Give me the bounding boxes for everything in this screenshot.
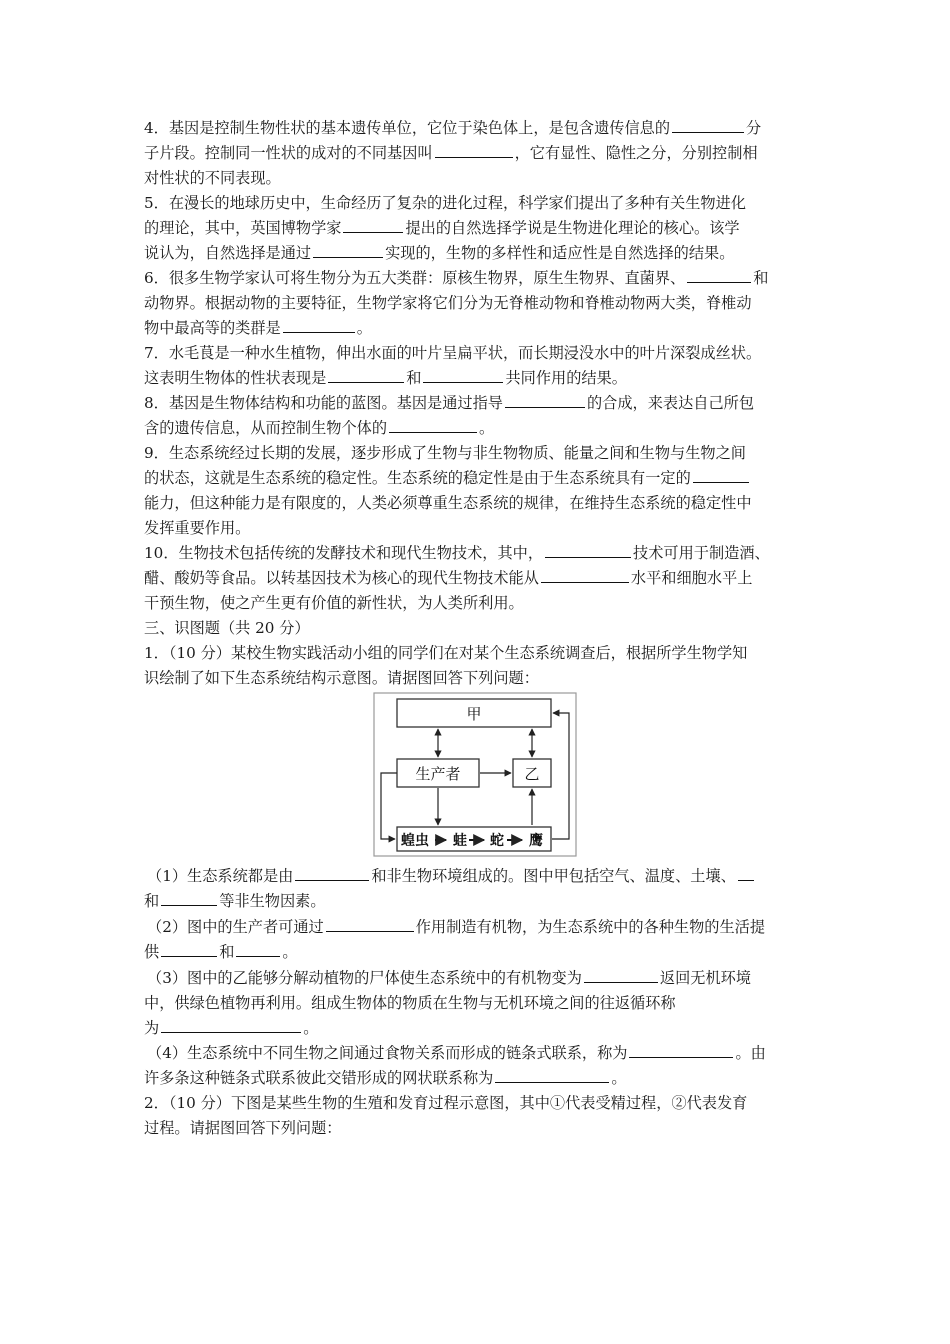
q6-line-1: 6．很多生物学家认可将生物分为五大类群：原核生物界，原生生物界、直菌界、 和 bbox=[144, 269, 769, 287]
q4-line-2: 子片段。控制同一性状的成对的不同基因叫 ，它有显性、隐性之分，分别控制相 bbox=[144, 144, 758, 162]
s3-q1-4-line-2: 许多条这种链条式联系彼此交错形成的网状联系称为 。 bbox=[144, 1069, 627, 1087]
answer-blank[interactable] bbox=[326, 917, 414, 932]
s3-q1-4-line-1: （4）生态系统中不同生物之间通过食物关系而形成的链条式联系，称为 。由 bbox=[147, 1044, 766, 1062]
q6-line-3: 物中最高等的类群是 。 bbox=[144, 319, 372, 337]
s3-q2-line-1: 2．（10 分）下图是某些生物的生殖和发育过程示意图，其中①代表受精过程，②代表发育 bbox=[144, 1094, 748, 1112]
q10-line-3: 干预生物，使之产生更有价值的新性状，为人类所利用。 bbox=[144, 594, 524, 612]
ecosystem-structure-diagram bbox=[373, 692, 577, 857]
q9-line-3: 能力，但这种能力是有限度的，人类必须尊重生态系统的规律，在维持生态系统的稳定性中 bbox=[144, 494, 752, 512]
q8-line-2: 含的遗传信息，从而控制生物个体的 。 bbox=[144, 419, 495, 437]
q10-line-1: 10．生物技术包括传统的发酵技术和现代生物技术，其中， 技术可用于制造酒、 bbox=[144, 544, 770, 562]
chain-frog: 蛙 bbox=[453, 833, 467, 849]
answer-blank[interactable] bbox=[161, 891, 217, 906]
s3-q1-3-line-3: 为 。 bbox=[144, 1019, 319, 1037]
answer-blank[interactable] bbox=[545, 543, 631, 558]
s3-q1-line-2: 识绘制了如下生态系统结构示意图。请据图回答下列问题： bbox=[144, 669, 539, 687]
answer-blank[interactable] bbox=[687, 268, 751, 283]
q9-line-4: 发挥重要作用。 bbox=[144, 519, 251, 537]
answer-blank[interactable] bbox=[161, 1018, 301, 1033]
chain-snake: 蛇 bbox=[490, 833, 504, 849]
q10-line-2: 醋、酸奶等食品。以转基因技术为核心的现代生物技术能从 水平和细胞水平上 bbox=[144, 569, 753, 587]
answer-blank[interactable] bbox=[343, 218, 403, 233]
answer-blank[interactable] bbox=[161, 942, 217, 957]
answer-blank[interactable] bbox=[738, 866, 754, 881]
q5-line-3: 说认为，自然选择是通过 实现的，生物的多样性和适应性是自然选择的结果。 bbox=[144, 244, 735, 262]
s3-q1-1-line-2: 和 等非生物因素。 bbox=[144, 892, 326, 910]
answer-blank[interactable] bbox=[423, 368, 503, 383]
answer-blank[interactable] bbox=[693, 468, 749, 483]
s3-q1-3-line-1: （3）图中的乙能够分解动植物的尸体使生态系统中的有机物变为 返回无机环境 bbox=[147, 969, 752, 987]
answer-blank[interactable] bbox=[541, 568, 629, 583]
answer-blank[interactable] bbox=[328, 368, 404, 383]
q7-line-1: 7．水毛茛是一种水生植物，伸出水面的叶片呈扁平状，而长期浸没水中的叶片深裂成丝状。 bbox=[144, 344, 762, 362]
s3-q1-2-line-2: 供 和 。 bbox=[144, 943, 298, 961]
s3-q1-3-line-2: 中，供绿色植物再利用。组成生物体的物质在生物与无机环境之间的往返循环称 bbox=[144, 994, 676, 1012]
answer-blank[interactable] bbox=[584, 968, 658, 983]
chain-grasshopper: 蝗虫 bbox=[401, 833, 429, 849]
answer-blank[interactable] bbox=[505, 393, 585, 408]
q8-line-1: 8．基因是生物体结构和功能的蓝图。基因是通过指导 的合成，来表达自己所包 bbox=[144, 394, 755, 412]
chain-eagle: 鹰 bbox=[529, 833, 543, 849]
answer-blank[interactable] bbox=[283, 318, 355, 333]
q9-line-1: 9．生态系统经过长期的发展，逐步形成了生物与非生物物质、能量之间和生物与生物之间 bbox=[144, 444, 746, 462]
q4-line-1: 4．基因是控制生物性状的基本遗传单位，它位于染色体上，是包含遗传信息的 分 bbox=[144, 119, 762, 137]
s3-q2-line-2: 过程。请据图回答下列问题： bbox=[144, 1119, 342, 1137]
label-jia: 甲 bbox=[466, 705, 482, 723]
q7-line-2: 这表明生物体的性状表现是 和 共同作用的结果。 bbox=[144, 369, 627, 387]
q5-line-2: 的理论，其中，英国博物学家 提出的自然选择学说是生物进化理论的核心。该学 bbox=[144, 219, 740, 237]
answer-blank[interactable] bbox=[295, 866, 369, 881]
s3-q1-line-1: 1．（10 分）某校生物实践活动小组的同学们在对某个生态系统调查后，根据所学生物学知 bbox=[144, 644, 748, 662]
answer-blank[interactable] bbox=[313, 243, 383, 258]
label-yi: 乙 bbox=[524, 765, 540, 783]
s3-q1-2-line-1: （2）图中的生产者可通过 作用制造有机物，为生态系统中的各种生物的生活提 bbox=[147, 918, 766, 936]
q5-line-1: 5．在漫长的地球历史中，生命经历了复杂的进化过程，科学家们提出了多种有关生物进化 bbox=[144, 194, 746, 212]
q4-line-3: 对性状的不同表现。 bbox=[144, 169, 281, 187]
answer-blank[interactable] bbox=[629, 1043, 733, 1058]
answer-blank[interactable] bbox=[495, 1068, 609, 1083]
answer-blank[interactable] bbox=[435, 143, 513, 158]
s3-q1-1-line-1: （1）生态系统都是由 和非生物环境组成的。图中甲包括空气、温度、土壤、 bbox=[147, 866, 756, 888]
q6-line-2: 动物界。根据动物的主要特征，生物学家将它们分为无脊椎动物和脊椎动物两大类，脊椎动 bbox=[144, 294, 752, 312]
section-3-heading: 三、识图题（共 20 分） bbox=[144, 619, 310, 637]
answer-blank[interactable] bbox=[236, 942, 280, 957]
answer-blank[interactable] bbox=[389, 418, 477, 433]
label-producer: 生产者 bbox=[415, 765, 461, 783]
q9-line-2: 的状态，这就是生态系统的稳定性。生态系统的稳定性是由于生态系统具有一定的 bbox=[144, 468, 751, 490]
answer-blank[interactable] bbox=[672, 118, 744, 133]
